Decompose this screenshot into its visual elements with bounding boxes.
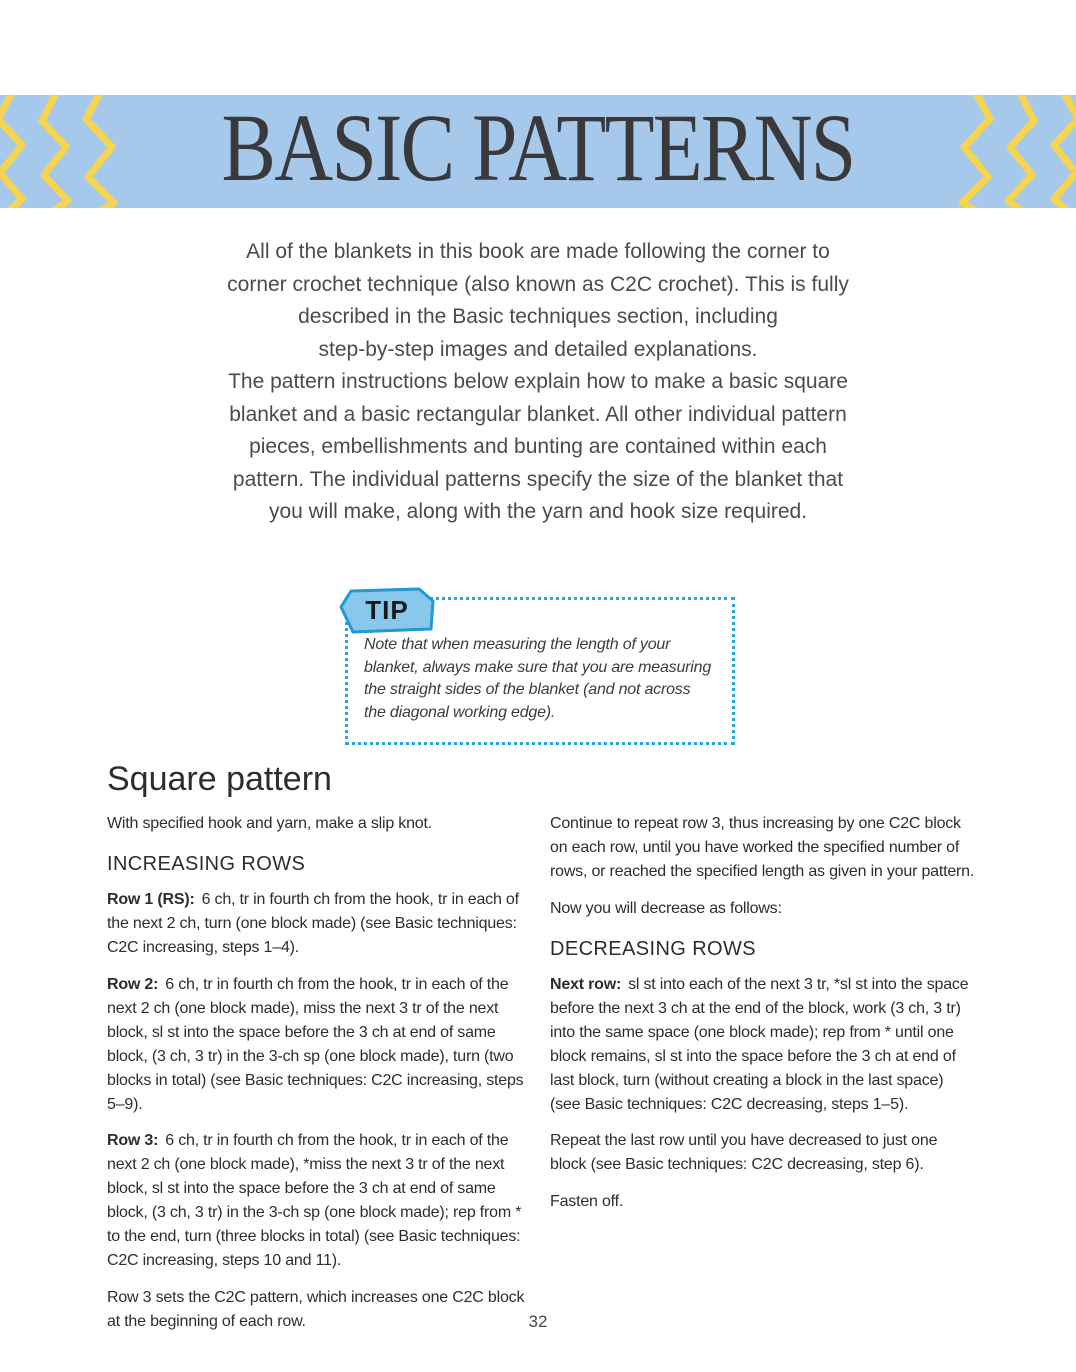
- subheading-decreasing-rows: DECREASING ROWS: [550, 937, 757, 960]
- intro-line: pattern. The individual patterns specify the size of the blanket that: [232, 467, 844, 491]
- paragraph-decrease-intro: Now you will decrease as follows:: [550, 899, 782, 917]
- paragraph-row-3: [107, 1129, 532, 1273]
- zigzag-decoration-left: [0, 95, 135, 208]
- row-text: 6 ch, tr in fourth ch from the hook, tr in each of the next 2 ch, turn (one block made) (see Basic techniques: C2C increasing, steps 1–4).: [107, 891, 519, 956]
- row-label: Row 2:: [107, 975, 159, 993]
- tip-box: [345, 594, 735, 745]
- row-label: Row 3:: [107, 1132, 159, 1149]
- row-text: 6 ch, tr in fourth ch from the hook, tr in each of the next 2 ch (one block made), *miss the next 3 tr of the next block, sl st into the space before the 3 ch at end of same block, (3 ch, 3 tr) in the 3-ch sp (one block made); rep from * to the end, turn (three blocks in total) (see Basic techniques: C2C increasing, steps 10 and 11).: [107, 1132, 522, 1269]
- intro-line: corner crochet technique (also known as C2C crochet). This is fully: [227, 272, 849, 296]
- right-column: [550, 812, 975, 1346]
- intro-paragraph: [0, 236, 1076, 529]
- intro-line: described in the Basic techniques section, including: [298, 305, 778, 328]
- paragraph-next-row: [550, 973, 975, 1117]
- row-text: sl st into each of the next 3 tr, *sl st into the space before the next 3 ch at the end of the block, work (3 ch, 3 tr) into the same space (one block made); rep from * until one block remains, sl st into the space before the 3 ch at end of last block, turn (without creating a block in the last space) (see Basic techniques: C2C decreasing, steps 1–5).: [550, 975, 969, 1113]
- paragraph-repeat: Repeat the last row until you have decreased to just one block (see Basic techniques: C2C decreasing, step 6).: [550, 1132, 938, 1173]
- paragraph-row-3-note: Row 3 sets the C2C pattern, which increases one C2C block at the beginning of each row.: [107, 1288, 525, 1330]
- paragraph-fasten-off: Fasten off.: [550, 1192, 624, 1210]
- row-text: 6 ch, tr in fourth ch from the hook, tr in each of the next 2 ch (one block made), miss the next 3 tr of the next block, sl st into the space before the 3 ch at end of same block, (3 ch, 3 tr) in the 3-ch sp (one block made), turn (two blocks in total) (see Basic techniques: C2C increasing, steps 5–9).: [107, 975, 524, 1113]
- intro-line: pieces, embellishments and bunting are contained within each: [249, 435, 827, 458]
- page-number: 32: [528, 1312, 548, 1331]
- chapter-title: BASIC PATTERNS: [221, 93, 855, 201]
- subheading-increasing-rows: INCREASING ROWS: [107, 853, 306, 875]
- pattern-columns: [107, 812, 975, 1346]
- row-label: Row 1 (RS):: [107, 891, 195, 908]
- zigzag-decoration-right: [941, 95, 1076, 208]
- paragraph-slip-knot: With specified hook and yarn, make a slip knot.: [107, 815, 432, 832]
- tip-badge: [339, 587, 435, 634]
- intro-line: you will make, along with the yarn and hook size required.: [268, 500, 808, 523]
- intro-line: blanket and a basic rectangular blanket. All other individual pattern: [229, 402, 847, 426]
- intro-line: step-by-step images and detailed explanations.: [318, 337, 758, 361]
- paragraph-continue: Continue to repeat row 3, thus increasing by one C2C block on each row, until you have worked the specified number of rows, or reached the specified length as given in your pattern.: [550, 815, 975, 880]
- tip-badge-label: TIP: [365, 594, 409, 625]
- intro-line: The pattern instructions below explain how to make a basic square: [228, 370, 848, 393]
- section-title: Square pattern: [107, 760, 332, 798]
- row-label: Next row:: [550, 975, 622, 993]
- paragraph-row-2: [107, 973, 532, 1117]
- left-column: [107, 812, 532, 1346]
- paragraph-row-1: [107, 888, 532, 960]
- tip-text: Note that when measuring the length of your blanket, always make sure that you are measuring the straight sides of the blanket (and not across the diagonal working edge).: [364, 636, 712, 721]
- intro-line: All of the blankets in this book are made following the corner to: [246, 240, 830, 263]
- chapter-banner: [0, 95, 1076, 208]
